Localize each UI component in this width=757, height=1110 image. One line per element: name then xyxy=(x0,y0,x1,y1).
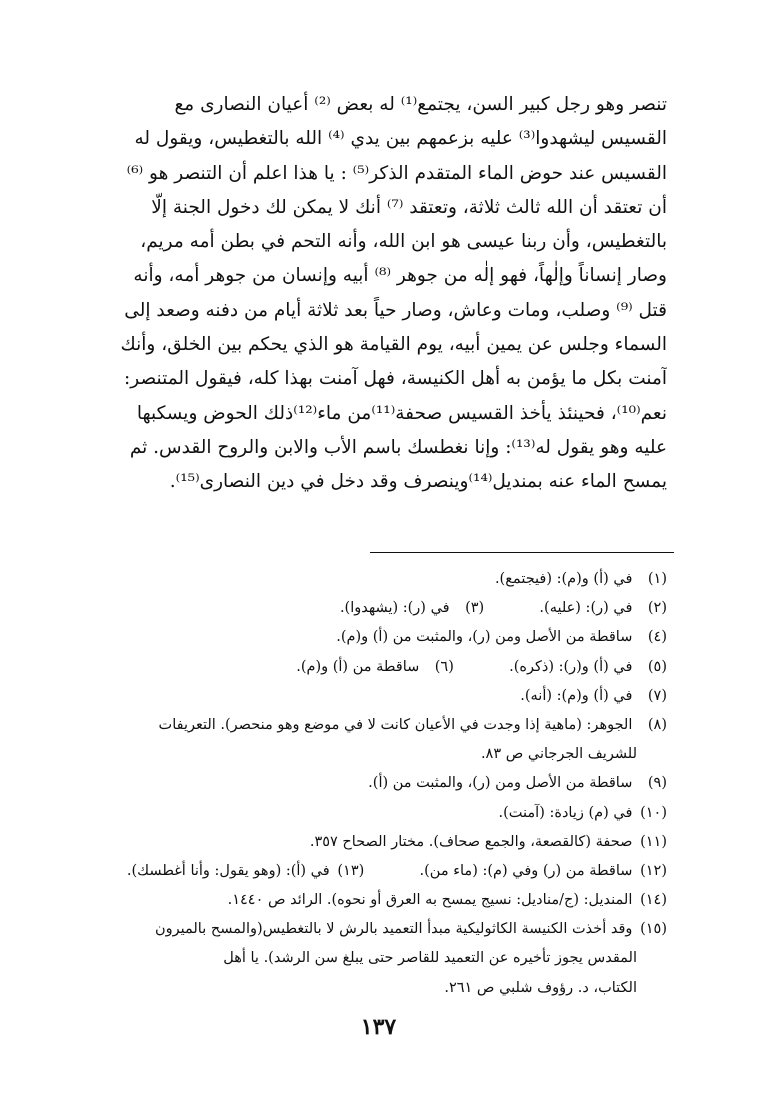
footnote-1 xyxy=(67,565,667,594)
footnote-5-6 xyxy=(67,653,667,682)
page-number: ١٣٧ xyxy=(360,1014,397,1040)
footnote-number: (١٥) xyxy=(640,921,667,938)
footnote-text: ساقطة من الأصل ومن (ر)، والمثبت من (أ). xyxy=(368,775,633,792)
footnote-number: (١١) xyxy=(640,833,667,850)
footnotes xyxy=(67,565,667,1003)
footnote-text: ساقطة من الأصل ومن (ر)، والمثبت من (أ) و(م). xyxy=(336,629,633,646)
footnote-number: (١٢) xyxy=(640,862,667,879)
text-line: نعم⁽¹⁰⁾، فحينئذ يأخذ القسيس صحفة⁽¹¹⁾من ماء⁽¹²⁾ذلك الحوض ويسكبها xyxy=(136,402,667,424)
footnote-text: في (أ) و(م): (فيجتمع). xyxy=(494,571,633,587)
footnote-number: (٨) xyxy=(647,716,667,733)
text-line: أن تعتقد أن الله ثالث ثلاثة، وتعتقد ⁽⁷⁾ أنك لا يمكن لك دخول الجنة إلّا xyxy=(151,196,667,218)
footnote-number: (١٤) xyxy=(640,892,667,909)
footnote-text: ساقطة من (أ) و(م). xyxy=(296,658,420,675)
text-line: قتل ⁽⁹⁾ وصلب، ومات وعاش، وصار حياً بعد ثلاثة أيام من دفنه وصعد إلى xyxy=(124,299,667,321)
footnote-15-continued xyxy=(67,974,667,1003)
footnote-text: في (ر): (يشهدوا). xyxy=(339,600,450,617)
footnote-7 xyxy=(67,682,667,711)
footnote-text: صحفة (كالقصعة، والجمع صحاف). مختار الصحاح ٣٥٧. xyxy=(309,833,633,850)
footnote-text: في (م) زيادة: (آمنت). xyxy=(498,804,633,821)
footnote-number: (٥) xyxy=(647,658,667,675)
text-line: وصار إنساناً وإلٰهاً، فهو إلٰه من جوهر ⁽⁸⁾ أبيه وإنسان من جوهر أمه، وأنه xyxy=(133,265,667,287)
footnote-4 xyxy=(67,623,667,652)
text-line: عليه وهو يقول له⁽¹³⁾: وإنا نغطسك باسم الأب والابن والروح القدس. ثم xyxy=(129,436,667,458)
footnote-number: (٢) xyxy=(647,600,667,617)
text-line: القسيس ليشهدوا⁽³⁾ عليه بزعمهم بين يدي ⁽⁴⁾ الله بالتغطيس، ويقول له xyxy=(134,128,667,150)
footnote-text: الجوهر: (ماهية إذا وجدت في الأعيان كانت لا في موضع وهو منحصر). التعريفات xyxy=(158,716,633,733)
footnote-9 xyxy=(67,769,667,798)
footnote-number: (٧) xyxy=(647,687,667,704)
footnote-text: في (ر): (عليه). xyxy=(539,600,633,617)
footnote-15 xyxy=(67,915,667,944)
footnote-number: (٩) xyxy=(647,775,667,792)
footnote-text: الكتاب، د. رؤوف شلبي ص ٢٦١. xyxy=(444,979,637,996)
footnote-separator xyxy=(370,552,674,553)
text-line: آمنت بكل ما يؤمن به أهل الكنيسة، فهل آمنت بهذا كله، فيقول المتنصر: xyxy=(124,368,667,390)
footnote-11 xyxy=(67,828,667,857)
footnote-text: في (أ) و(م): (أنه). xyxy=(520,687,633,704)
footnote-number: (٤) xyxy=(647,629,667,646)
footnote-text: للشريف الجرجاني ص ٨٣. xyxy=(480,746,637,763)
footnote-12-13 xyxy=(67,857,667,886)
footnote-text: ساقطة من (ر) وفي (م): (ماء من). xyxy=(419,862,633,879)
footnote-text: المقدس يجوز تأخيره عن التعميد للقاصر حتى يبلغ سن الرشد). يا أهل xyxy=(223,950,637,967)
text-line: بالتغطيس، وأن ربنا عيسى هو ابن الله، وأنه التحم في بطن أمه مريم، xyxy=(140,231,667,253)
footnote-15-continued xyxy=(67,944,667,973)
footnote-number: (١٠) xyxy=(640,804,667,821)
text-line: السماء وجلس عن يمين أبيه، يوم القيامة هو الذي يحكم بين الخلق، وأنك xyxy=(120,334,667,356)
footnote-text: المنديل: (ج/مناديل: نسيج يمسح به العرق أو نحوه). الرائد ص ١٤٤٠. xyxy=(227,892,633,909)
footnote-number: (٣) xyxy=(465,600,485,617)
text-line: يمسح الماء عنه بمنديل⁽¹⁴⁾وينصرف وقد دخل في دين النصارى⁽¹⁵⁾. xyxy=(169,471,667,493)
main-text xyxy=(82,88,667,500)
footnote-10 xyxy=(67,799,667,828)
text-line: تنصر وهو رجل كبير السن، يجتمع⁽¹⁾ له بعض ⁽²⁾ أعيان النصارى مع xyxy=(174,94,667,115)
footnote-text: وقد أخذت الكنيسة الكاثوليكية مبدأ التعميد بالرش لا بالتغطيس(والمسح بالميرون xyxy=(154,921,633,938)
footnote-8-continued xyxy=(67,740,667,769)
footnote-number: (١٣) xyxy=(337,862,365,879)
footnote-number: (١) xyxy=(647,571,667,587)
footnote-8 xyxy=(67,711,667,740)
footnote-2-3 xyxy=(67,594,667,623)
footnote-text: في (أ): (وهو يقول: وأنا أغطسك). xyxy=(126,862,330,879)
footnote-text: في (أ) و(ر): (ذكره). xyxy=(509,658,633,675)
footnote-number: (٦) xyxy=(434,658,454,675)
text-line: القسيس عند حوض الماء المتقدم الذكر⁽⁵⁾ : يا هذا اعلم أن التنصر هو ⁽⁶⁾ xyxy=(126,162,667,184)
footnote-14 xyxy=(67,886,667,915)
